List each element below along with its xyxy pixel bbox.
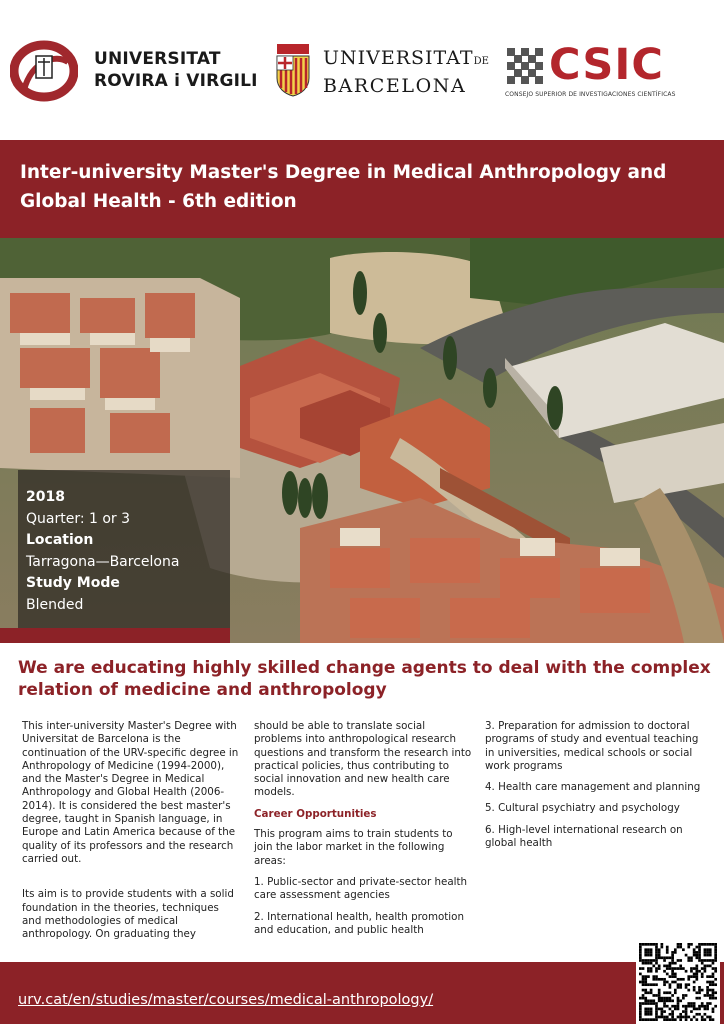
accent-strip <box>0 628 230 643</box>
logo-bar <box>0 0 724 140</box>
ub-logo <box>275 40 490 102</box>
csic-subtitle: CONSEJO SUPERIOR DE INVESTIGACIONES CIENTÍFICAS <box>505 91 676 98</box>
tagline <box>18 657 714 701</box>
urv-emblem-icon <box>10 40 78 102</box>
career-item: 6. High-level international research on global health <box>485 823 683 850</box>
career-item: 1. Public-sector and private-sector health care assessment agencies <box>254 875 468 902</box>
page-title <box>20 158 710 216</box>
urv-line1: UNIVERSITAT <box>94 49 221 69</box>
urv-line2: ROVIRA i VIRGILI <box>94 71 258 91</box>
tagline-line2: relation of medicine and anthropology <box>18 680 387 700</box>
aim-paragraph: Its aim is to provide students with a solid foundation in the theories, techniques and methodologies of medical anthropology. On graduating they <box>22 888 234 941</box>
study-mode-value: Blended <box>26 596 84 613</box>
ub-shield-icon <box>275 42 311 98</box>
csic-logo <box>505 40 717 102</box>
title-banner <box>0 140 724 238</box>
career-item: 3. Preparation for admission to doctoral programs of study and eventual teaching in universities, medical schools or social work programs <box>485 720 699 772</box>
location-label: Location <box>26 532 94 548</box>
tagline-line1: We are educating highly skilled change agents to deal with the complex <box>18 658 711 678</box>
column-2 <box>254 720 474 945</box>
study-mode-label: Study Mode <box>26 575 120 591</box>
career-heading: Career Opportunities <box>254 807 377 820</box>
ub-line1-suffix: DE <box>473 56 489 67</box>
title-line2: Global Health - 6th edition <box>20 191 297 212</box>
qr-code[interactable] <box>636 940 720 1024</box>
ub-line1: UNIVERSITAT <box>323 47 474 69</box>
aim-continued-paragraph: should be able to translate social problems into anthropological research questions and transform the research into practical policies, thus contributing to social innovation and new health care models. <box>254 720 472 799</box>
csic-emblem-icon <box>505 46 545 86</box>
career-intro: This program aims to train students to join the labor market in the following areas: <box>254 828 453 867</box>
year: 2018 <box>26 489 65 505</box>
ub-line2: BARCELONA <box>323 75 467 97</box>
column-1 <box>22 720 240 953</box>
career-item: 2. International health, health promotion and education, and public health <box>254 910 464 936</box>
qr-code-icon <box>639 943 717 1021</box>
career-item: 4. Health care management and planning <box>485 781 701 794</box>
course-info-panel <box>18 470 230 628</box>
location-value: Tarragona—Barcelona <box>26 553 180 570</box>
intro-paragraph: This inter-university Master's Degree with Universitat de Barcelona is the continuation of the URV-specific degree in Anthropology of Medicine (1994-2000), and the Master's Degree in Medical Anthropology and Global Health (2006-2014). It is considered the best master's degree, taught in Spanish language, in Europe and Latin America because of the quality of its professors and the research carried out. <box>22 720 239 865</box>
csic-wordmark: CSIC <box>549 40 664 90</box>
column-3 <box>485 720 707 858</box>
quarter: Quarter: 1 or 3 <box>26 510 131 527</box>
urv-logo <box>10 40 265 102</box>
career-item: 5. Cultural psychiatry and psychology <box>485 802 680 815</box>
program-url-link[interactable]: urv.cat/en/studies/master/courses/medical-anthropology/ <box>18 992 434 1008</box>
title-line1: Inter-university Master's Degree in Medical Anthropology and <box>20 162 667 183</box>
